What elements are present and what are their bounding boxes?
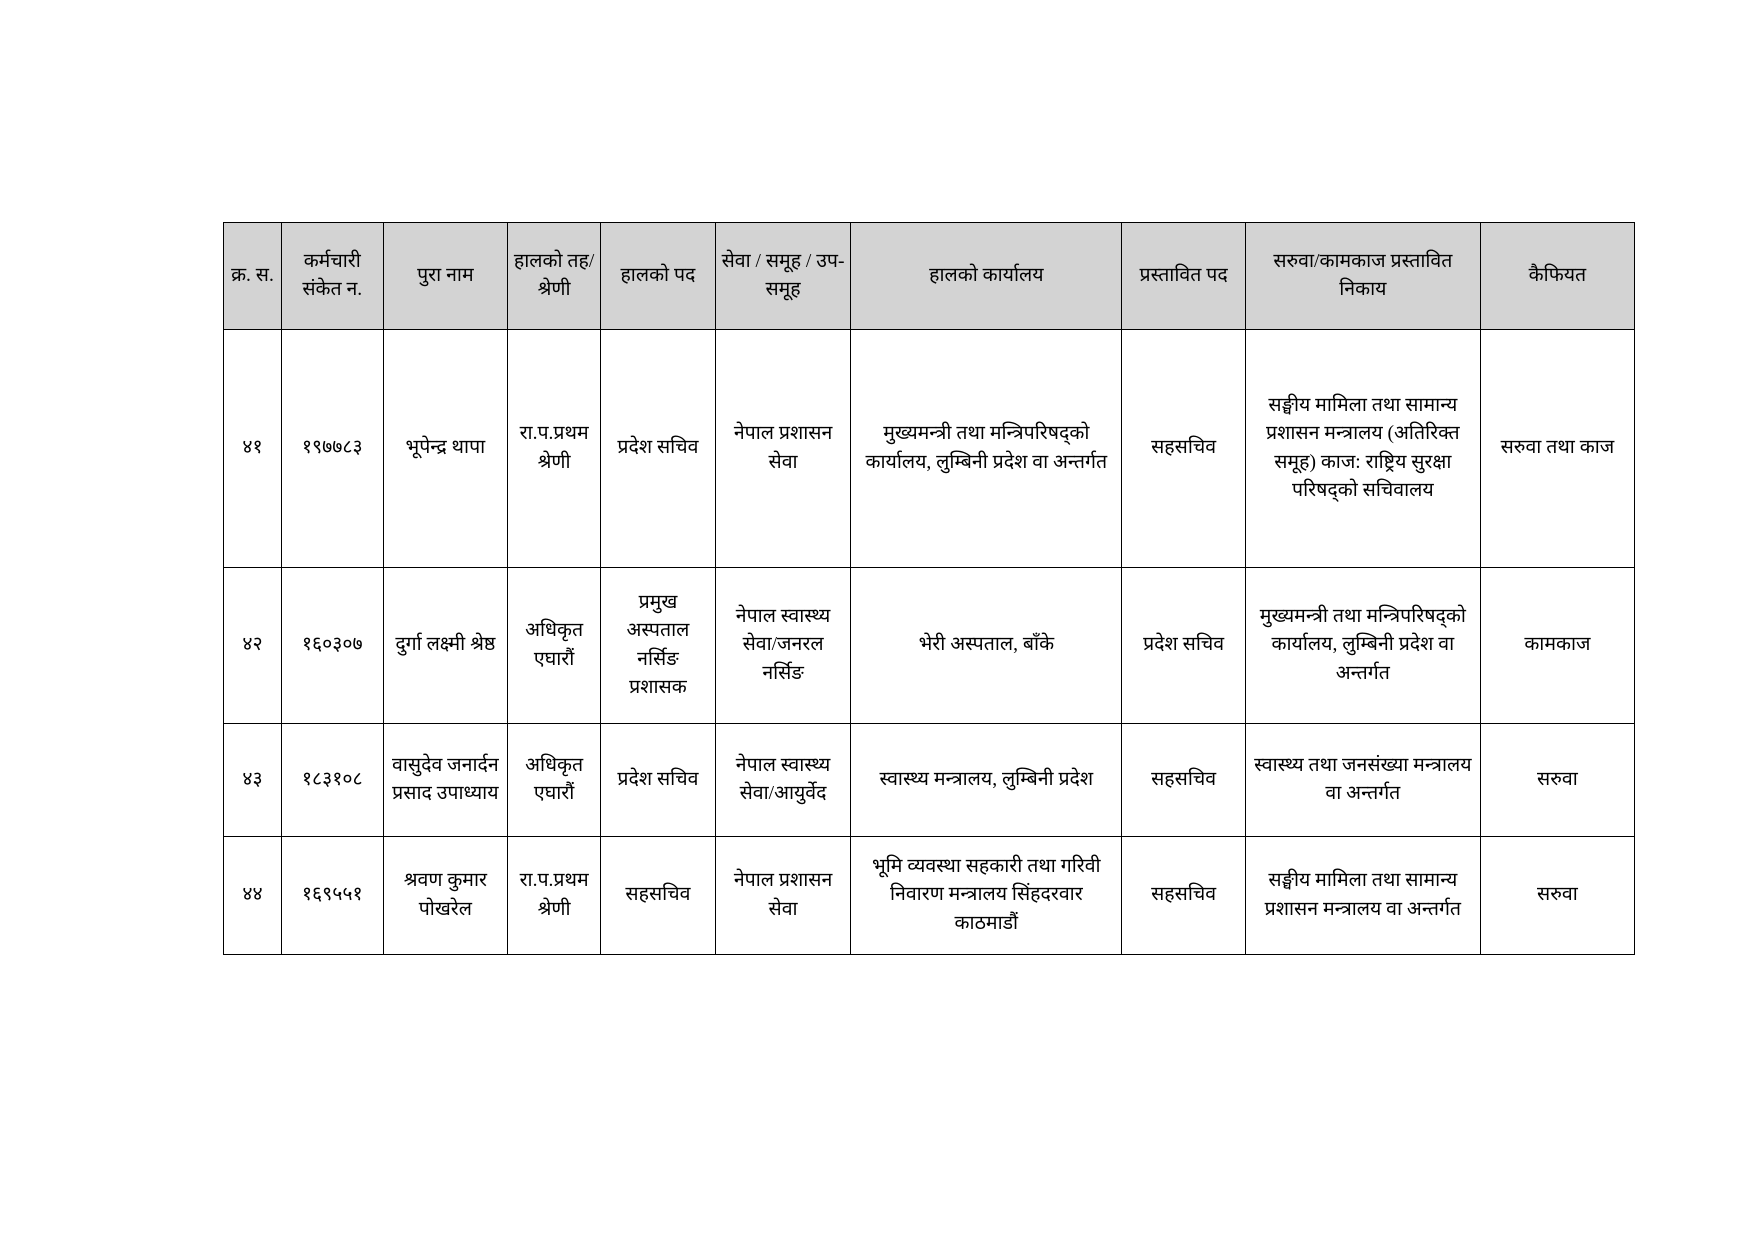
table-header xyxy=(224,223,1635,330)
cell-current-post: प्रमुख अस्पताल नर्सिङ प्रशासक xyxy=(601,568,716,724)
table-row xyxy=(224,330,1635,568)
cell-full-name: श्रवण कुमार पोखरेल xyxy=(383,837,508,955)
header-row xyxy=(224,223,1635,330)
cell-employee-code: १८३१०८ xyxy=(281,724,383,837)
cell-proposed-body: स्वास्थ्य तथा जनसंख्या मन्त्रालय वा अन्तर्गत xyxy=(1245,724,1480,837)
cell-proposed-body: सङ्घीय मामिला तथा सामान्य प्रशासन मन्त्रालय वा अन्तर्गत xyxy=(1245,837,1480,955)
header-current-level: हालको तह/श्रेणी xyxy=(508,223,601,330)
cell-full-name: भूपेन्द्र थापा xyxy=(383,330,508,568)
cell-current-level: अधिकृत एघारौं xyxy=(508,568,601,724)
cell-proposed-body: सङ्घीय मामिला तथा सामान्य प्रशासन मन्त्रालय (अतिरिक्त समूह) काज: राष्ट्रिय सुरक्षा परिषद्को सचिवालय xyxy=(1245,330,1480,568)
table-row xyxy=(224,568,1635,724)
cell-current-level: रा.प.प्रथम श्रेणी xyxy=(508,330,601,568)
cell-current-post: प्रदेश सचिव xyxy=(601,330,716,568)
cell-current-level: अधिकृत एघारौं xyxy=(508,724,601,837)
cell-remarks: सरुवा तथा काज xyxy=(1480,330,1634,568)
header-proposed-post: प्रस्तावित पद xyxy=(1122,223,1246,330)
cell-serial-number: ४२ xyxy=(224,568,282,724)
cell-full-name: वासुदेव जनार्दन प्रसाद उपाध्याय xyxy=(383,724,508,837)
header-remarks: कैफियत xyxy=(1480,223,1634,330)
cell-current-office: भेरी अस्पताल, बाँके xyxy=(851,568,1122,724)
cell-full-name: दुर्गा लक्ष्मी श्रेष्ठ xyxy=(383,568,508,724)
cell-service-group: नेपाल प्रशासन सेवा xyxy=(715,837,851,955)
cell-remarks: सरुवा xyxy=(1480,837,1634,955)
cell-employee-code: १६०३०७ xyxy=(281,568,383,724)
cell-current-office: भूमि व्यवस्था सहकारी तथा गरिवी निवारण मन्त्रालय सिंहदरवार काठमाडौं xyxy=(851,837,1122,955)
cell-proposed-post: प्रदेश सचिव xyxy=(1122,568,1246,724)
cell-employee-code: १६९५५१ xyxy=(281,837,383,955)
cell-current-post: सहसचिव xyxy=(601,837,716,955)
header-current-post: हालको पद xyxy=(601,223,716,330)
cell-remarks: सरुवा xyxy=(1480,724,1634,837)
header-current-office: हालको कार्यालय xyxy=(851,223,1122,330)
table-row xyxy=(224,837,1635,955)
cell-serial-number: ४४ xyxy=(224,837,282,955)
cell-current-office: मुख्यमन्त्री तथा मन्त्रिपरिषद्को कार्यालय, लुम्बिनी प्रदेश वा अन्तर्गत xyxy=(851,330,1122,568)
cell-current-post: प्रदेश सचिव xyxy=(601,724,716,837)
cell-proposed-body: मुख्यमन्त्री तथा मन्त्रिपरिषद्को कार्यालय, लुम्बिनी प्रदेश वा अन्तर्गत xyxy=(1245,568,1480,724)
transfer-table-container xyxy=(223,222,1635,955)
cell-current-level: रा.प.प्रथम श्रेणी xyxy=(508,837,601,955)
cell-service-group: नेपाल स्वास्थ्य सेवा/जनरल नर्सिङ xyxy=(715,568,851,724)
header-proposed-body: सरुवा/कामकाज प्रस्तावित निकाय xyxy=(1245,223,1480,330)
cell-proposed-post: सहसचिव xyxy=(1122,724,1246,837)
header-serial-number: क्र. स. xyxy=(224,223,282,330)
header-service-group: सेवा / समूह / उप-समूह xyxy=(715,223,851,330)
cell-service-group: नेपाल प्रशासन सेवा xyxy=(715,330,851,568)
table-body xyxy=(224,330,1635,955)
cell-proposed-post: सहसचिव xyxy=(1122,330,1246,568)
header-employee-code: कर्मचारी संकेत न. xyxy=(281,223,383,330)
cell-serial-number: ४१ xyxy=(224,330,282,568)
cell-employee-code: १९७७८३ xyxy=(281,330,383,568)
cell-remarks: कामकाज xyxy=(1480,568,1634,724)
table-row xyxy=(224,724,1635,837)
cell-service-group: नेपाल स्वास्थ्य सेवा/आयुर्वेद xyxy=(715,724,851,837)
header-full-name: पुरा नाम xyxy=(383,223,508,330)
cell-proposed-post: सहसचिव xyxy=(1122,837,1246,955)
cell-current-office: स्वास्थ्य मन्त्रालय, लुम्बिनी प्रदेश xyxy=(851,724,1122,837)
cell-serial-number: ४३ xyxy=(224,724,282,837)
employee-transfer-table xyxy=(223,222,1635,955)
